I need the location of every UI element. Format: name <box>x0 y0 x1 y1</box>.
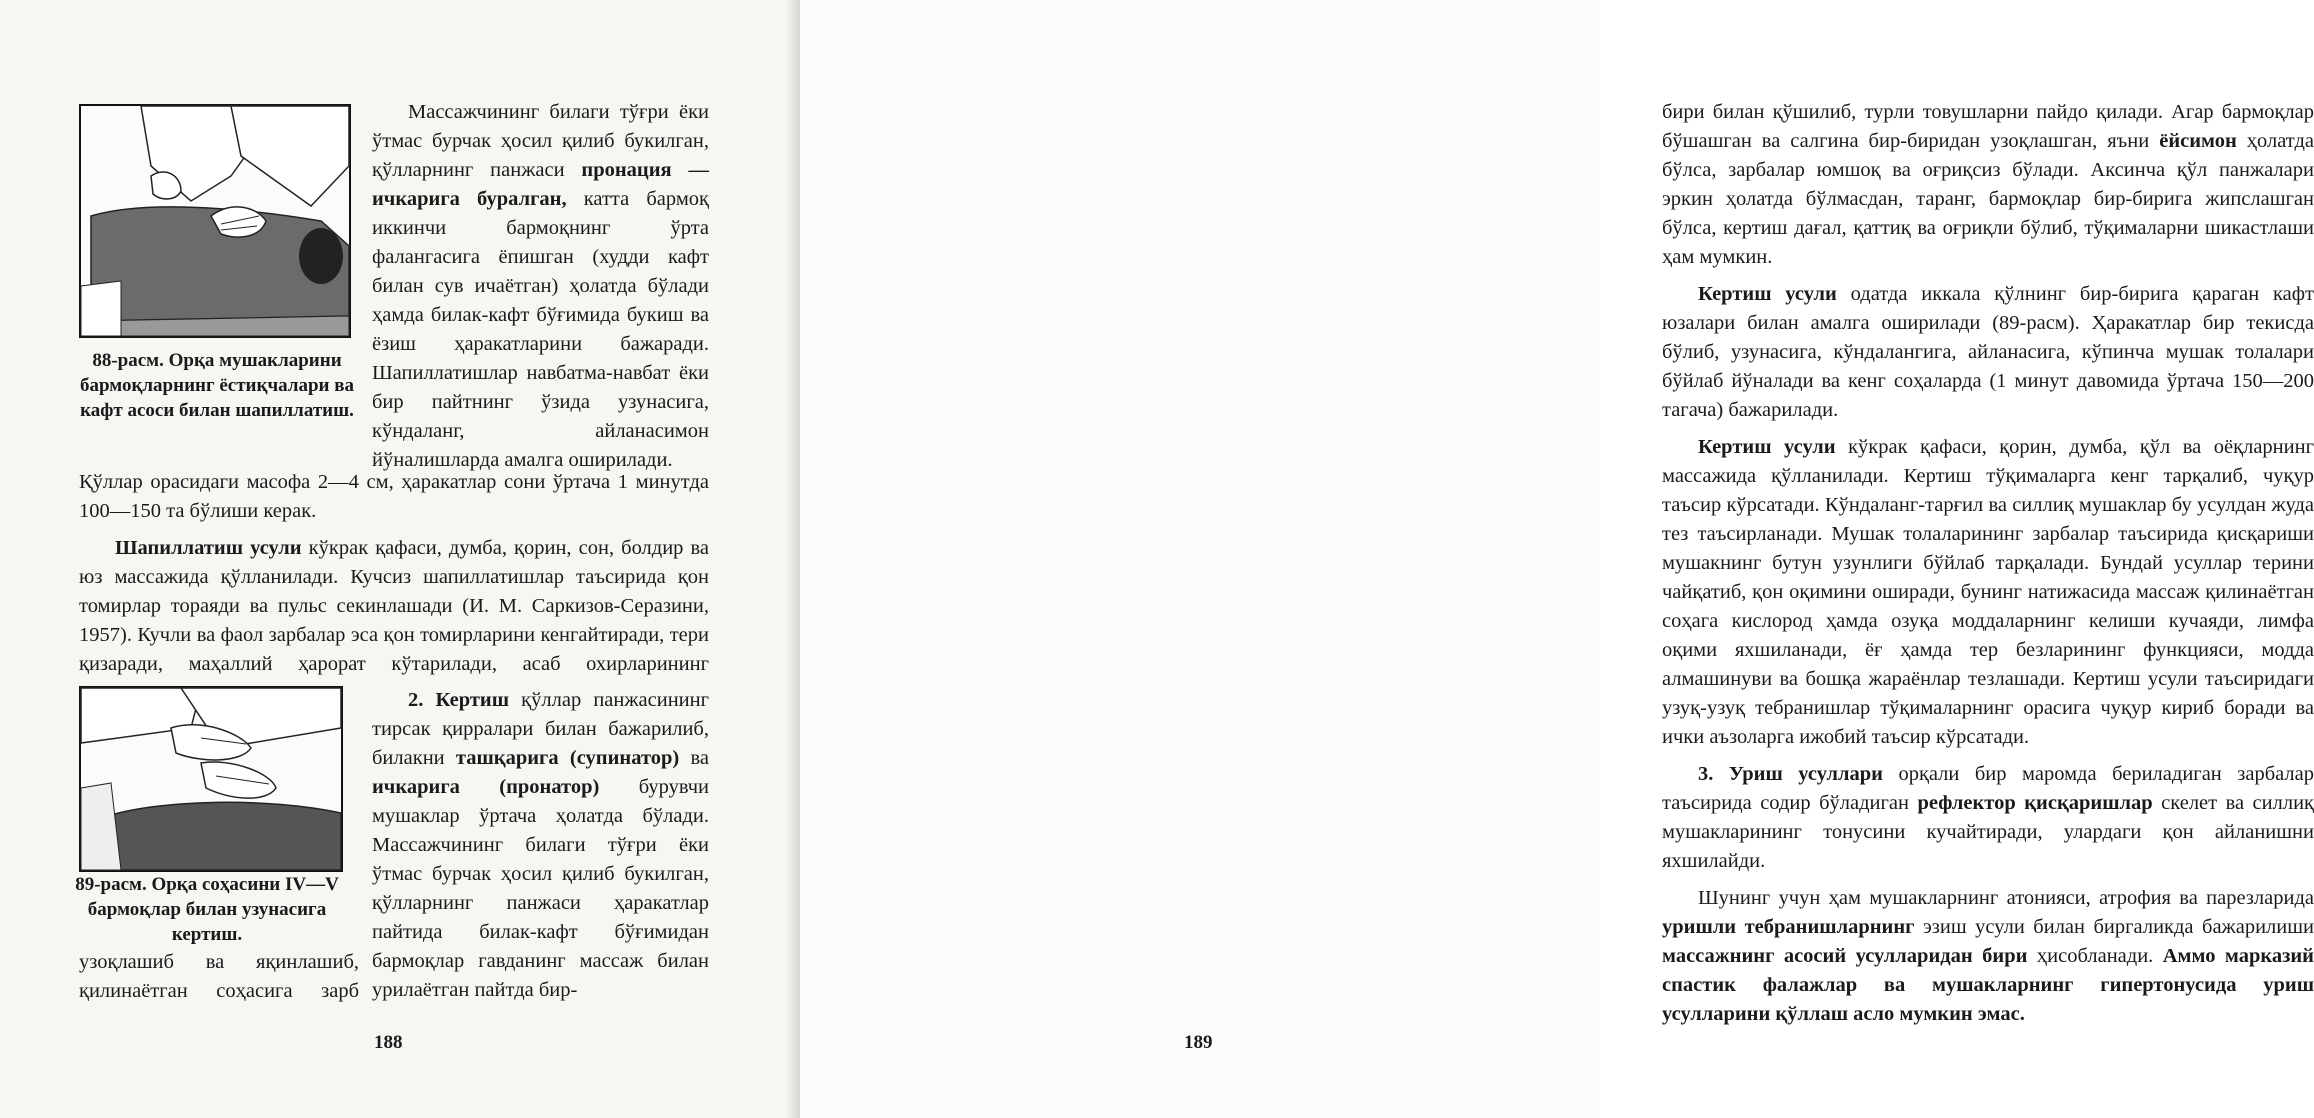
para-text: кўкрак қафаси, думба, қорин, сон, болдир ва юз массажида қўлланилади. Кучсиз шапиллатишлар таъсирида қон томирлар тораяди ва пульс секинлашади (И. М. Саркизов-Серазини, 1957). Кучли ва фаол зарбалар эса қон томирларини кенгайтиради, тери қизаради, маҳаллий ҳарорат кўтарилади, асаб охирларининг <box>79 537 710 675</box>
bold-term: Кертиш <box>435 689 510 711</box>
bold-term: Кертиш усули <box>1698 283 1837 305</box>
figure-88-illustration <box>79 104 351 338</box>
section-number: 2. <box>408 689 424 711</box>
para-text: қўллар панжасининг тирсак қирралари билан бажарилиб, билакни <box>372 689 710 769</box>
page-number: 188 <box>374 1032 403 1053</box>
paragraph-full-width <box>79 468 709 708</box>
para-text: орқали бир маромда бериладиган зарбалар таъсирида содир бўладиган <box>1662 763 2314 814</box>
hacking-illustration <box>81 688 341 870</box>
figure-89-illustration <box>79 686 343 872</box>
para-text: ҳисобланади. <box>2036 945 2154 967</box>
page-number: 189 <box>1184 1032 1213 1053</box>
bold-term: ташқарига (супинатор) <box>455 747 680 769</box>
massage-back-illustration <box>81 106 349 336</box>
bold-term: массажнинг асосий усулларидан бири <box>1662 945 2028 967</box>
bold-term: Аммо марказий спастик фалажлар ва мушакларнинг гипертонусида уриш усулларини қўллаш асло мумкин эмас. <box>1662 945 2314 1025</box>
bold-term: Шапиллатиш усули <box>115 537 302 559</box>
left-page <box>0 0 800 1118</box>
para-text: ҳолатда бўлса, зарбалар юмшоқ ва оғриқсиз бўлади. Аксинча қўл панжалари эркин ҳолатда бўлмасдан, таранг, бармоқлар бир-бирига жипслашган бўлса, кертиш дағал, қаттиқ ва оғриқли бўлиб, тўқималарни шикастлаши ҳам мумкин. <box>1662 130 2314 268</box>
para-text: одатда иккала қўлнинг бир-бирига қараган кафт юзалари билан амалга оширилади (89-расм). Ҳаракатлар бир текисда бўлиб, узунасига, кўндалангига, айланасига, кўпинча мушак толалари бўйлаб йўналади ва кенг соҳаларда (1 минут давомида ўртача 150—200 тагача) бажарилади. <box>1662 283 2314 421</box>
paragraph-pronation <box>372 98 709 475</box>
para-text: Қўллар орасидаги масофа 2—4 см, ҳаракатлар сони ўртача 1 минутда 100—150 та бўлиши керак. <box>79 471 709 522</box>
para-text: бири билан қўшилиб, турли товушларни пайдо қилади. Агар бармоқлар бўшашган ва салгина бир-биридан узоқлашган, яъни <box>1662 101 2314 152</box>
bold-term: ёйсимон <box>2159 130 2237 152</box>
right-page-text <box>1662 98 2314 1029</box>
right-page <box>800 0 2314 1118</box>
para-text: Шунинг учун ҳам мушакларнинг атонияси, атрофия ва парезларида <box>1698 887 2314 909</box>
bold-term: рефлектор қисқаришлар <box>1917 792 2153 814</box>
para-text: кўкрак қафаси, қорин, думба, қўл ва оёқларнинг массажида қўлланилади. Кертиш тўқималарга кенг тарқалиб, чуқур таъсир кўрсатади. Кўндаланг-тарғил ва силлиқ мушаклар бу усулдан жуда тез таъсирланади. Мушак толаларининг зарбалар таъсирида қисқариши мушакнинг бутун узунлиги бўйлаб тарқалади. Бундай усуллар терини чайқатиб, қон оқимини оширади, бунинг натижасида массаж қилинаётган соҳага кислород ҳамда озуқа моддаларнинг келиши кучаяди, лимфа оқими яхшиланади, ёғ ҳамда тер безларининг функцияси, модда алмашинуви ва бошқа жараёнлар тезлашади. Кертиш усули таъсиридаги узуқ-узуқ тебранишлар тўқималарнинг орасига чуқур кириб боради ва ички аъзоларга ижобий таъсир кўрсатади. <box>1662 436 2314 748</box>
figure-89-caption: 89-расм. Орқа соҳасини IV—V бармоқлар билан узунасига кертиш. <box>75 874 339 945</box>
paragraph-hacking <box>372 686 709 1005</box>
paragraph-bottom-left: узоқлашиб ва яқинлашиб, қилинаётган соҳасига зарб <box>79 951 359 1002</box>
bold-term: пронация — ичкарига буралган, <box>372 159 709 210</box>
bold-term: Кертиш усули <box>1698 436 1836 458</box>
para-text: эзиш усули билан биргаликда бажарилиши <box>1923 916 2314 938</box>
para-text: Массажчининг билаги тўғри ёки ўтмас бурчак ҳосил қилиб букилган, қўлларнинг панжаси <box>372 101 709 181</box>
para-text: ва <box>690 747 709 769</box>
bold-term: ичкарига (пронатор) <box>372 776 600 798</box>
para-text: бармоқлар гавданинг массаж билан урилаётган пайтда бир- <box>372 950 709 1001</box>
bold-term: уришли тебранишларнинг <box>1662 916 1915 938</box>
para-text: бурувчи мушаклар ўртача ҳолатда бўлади. Массажчининг билаги тўғри ёки ўтмас бурчак ҳосил қилиб букилган, қўлларнинг панжаси ҳаракатлар пайтида билак-кафт бўғимидан <box>372 776 709 943</box>
figure-88-caption: 88-расм. Орқа мушакларини бармоқларнинг ёстиқчалари ва кафт асоси билан шапиллатиш. <box>79 350 355 421</box>
bold-term: 3. Уриш усуллари <box>1698 763 1883 785</box>
para-text: катта бармоқ иккинчи бармоқнинг ўрта фалангасига ёпишган (худди кафт билан сув ичаётган) ҳолатда бўлади ҳамда билак-кафт бўғимида букиш ва ёзиш ҳаракатларини бажаради. Шапиллатишлар навбатма-навбат ёки бир пайтнинг ўзида узунасига, кўндаланг, айланасимон йўналишларда амалга оширилади. <box>372 188 710 471</box>
para-text: скелет ва силлиқ мушакларининг тонусини кучайтиради, улардаги қон айланишни яхшилайди. <box>1662 792 2314 872</box>
